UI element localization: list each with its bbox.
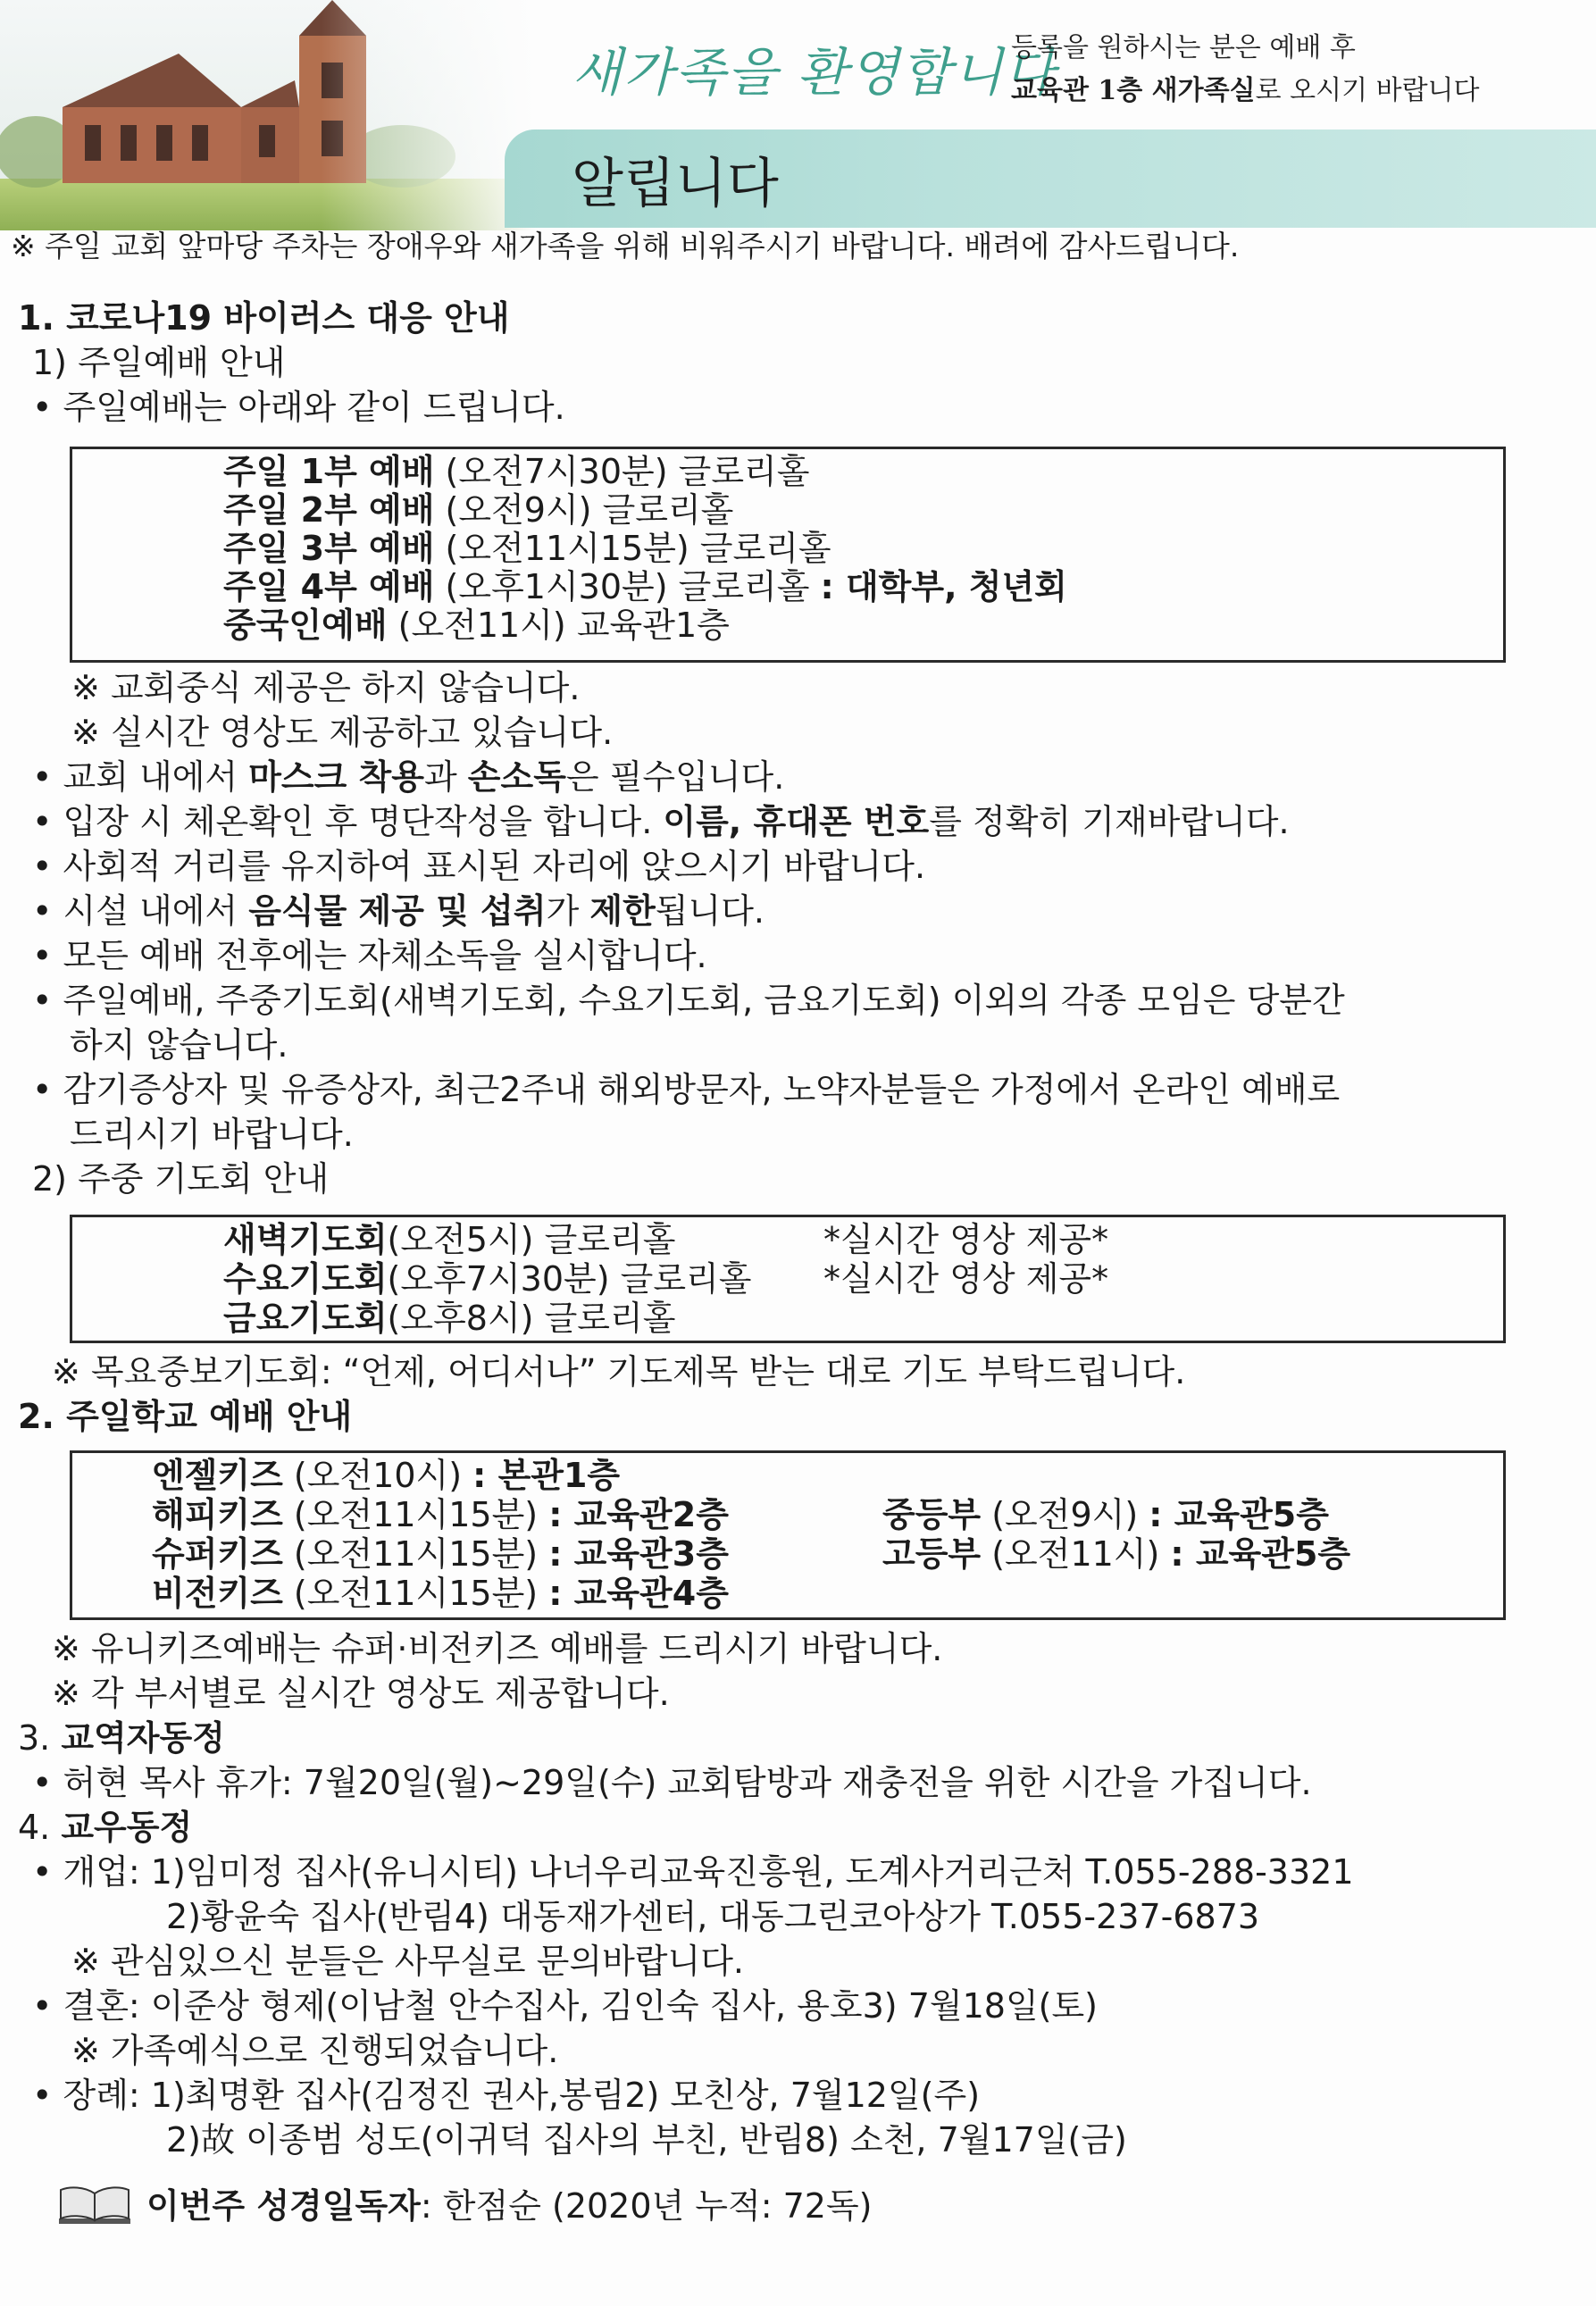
school-row <box>882 1493 1329 1536</box>
bullet-disinfect: • 모든 예배 전후에는 자체소독을 실시합니다. <box>32 936 707 975</box>
text: 를 정확히 기재바랍니다. <box>929 802 1290 841</box>
section-4-title <box>18 1806 192 1849</box>
prayer-name: 금요기도회 <box>223 1299 388 1338</box>
name-phone-emphasis: 이름, 휴대폰 번호 <box>663 802 930 841</box>
prayer-detail: (오후8시) 글로리홀 <box>387 1299 676 1338</box>
service-name: 주일 1부 예배 <box>223 452 435 491</box>
opening-2: 2)황윤숙 집사(반림4) 대동재가센터, 대동그린코아상가 T.055-237-6873 <box>166 1897 1260 1936</box>
dept-time: (오전11시15분) <box>282 1574 549 1613</box>
wedding: • 결혼: 이준상 형제(이남철 안수집사, 김인숙 집사, 용호3) 7월18일(토) <box>32 1986 1099 2026</box>
school-note: ※ 각 부서별로 실시간 영상도 제공합니다. <box>52 1674 670 1713</box>
prayer-row <box>223 1218 675 1261</box>
service-name: 중국인예배 <box>223 606 388 645</box>
church-illustration <box>0 0 536 230</box>
service-row <box>223 565 1067 608</box>
bullet-online-cont: 드리시기 바랍니다. <box>70 1115 354 1154</box>
restrict-emphasis: 제한 <box>589 891 656 931</box>
new-family-room: 교육관 1층 새가족실 <box>1011 75 1256 106</box>
service-detail: (오전11시) 교육관1층 <box>387 606 730 645</box>
bullet-mask <box>32 756 784 798</box>
section-2-title: 2. 주일학교 예배 안내 <box>18 1397 353 1436</box>
text: • 입장 시 체온확인 후 명단작성을 합니다. <box>32 802 664 841</box>
section-title-text: 교우동정 <box>61 1808 193 1847</box>
service-note: ※ 실시간 영상도 제공하고 있습니다. <box>71 713 614 752</box>
text: • 교회 내에서 <box>32 757 249 797</box>
text: 과 <box>423 757 468 797</box>
service-extra: : 대학부, 청년회 <box>820 567 1067 606</box>
school-note: ※ 유니키즈예배는 슈퍼·비전키즈 예배를 드리시기 바랍니다. <box>52 1629 943 1668</box>
dept-time: (오전10시) <box>282 1456 473 1495</box>
school-row <box>152 1572 729 1615</box>
prayer-detail: (오후7시30분) 글로리홀 <box>387 1259 752 1299</box>
text: 가 <box>546 891 590 931</box>
sanitize-emphasis: 손소독 <box>467 757 566 797</box>
service-name: 주일 2부 예배 <box>223 490 435 530</box>
prayer-detail: (오전5시) 글로리홀 <box>387 1220 676 1259</box>
funeral-1: • 장례: 1)최명환 집사(김정진 권사,봉림2) 모친상, 7월12일(주) <box>32 2076 981 2115</box>
service-row <box>223 604 730 647</box>
bullet-food <box>32 890 765 932</box>
dept-name: 비전키즈 <box>152 1574 283 1613</box>
open-book-icon <box>57 2183 132 2226</box>
text: 은 필수입니다. <box>565 757 785 797</box>
wedding-note: ※ 가족예식으로 진행되었습니다. <box>71 2031 559 2070</box>
bible-reader-value: : 한점순 (2020년 누적: 72독) <box>420 2186 873 2226</box>
dept-time: (오전11시15분) <box>282 1534 549 1574</box>
bible-reader-label: 이번주 성경일독자 <box>146 2185 421 2226</box>
dept-name: 고등부 <box>882 1534 982 1574</box>
page-title: 알립니다 <box>572 153 779 215</box>
service-detail: (오전9시) 글로리홀 <box>434 490 734 530</box>
dept-time: (오전9시) <box>981 1495 1149 1534</box>
service-detail: (오전7시30분) 글로리홀 <box>434 452 810 491</box>
dept-place: : 교육관5층 <box>1170 1534 1351 1574</box>
bible-reader <box>146 2185 873 2227</box>
pastor-vacation: • 허현 목사 휴가: 7월20일(월)~29일(수) 교회탐방과 재충전을 위한 시간을 가집니다. <box>32 1763 1312 1802</box>
prayer-name: 새벽기도회 <box>223 1220 388 1259</box>
dept-name: 해피키즈 <box>152 1495 283 1534</box>
section-1-sub2: 2) 주중 기도회 안내 <box>32 1159 330 1199</box>
dept-place: : 교육관5층 <box>1149 1495 1329 1534</box>
header <box>0 0 1596 230</box>
service-row <box>223 450 809 493</box>
section-1-intro: • 주일예배는 아래와 같이 드립니다. <box>32 388 565 427</box>
section-1-title: 1. 코로나19 바이러스 대응 안내 <box>18 298 510 338</box>
funeral-2: 2)故 이종범 성도(이귀덕 집사의 부친, 반림8) 소천, 7월17일(금) <box>166 2120 1127 2160</box>
service-note: ※ 교회중식 제공은 하지 않습니다. <box>71 668 581 707</box>
bullet-distancing: • 사회적 거리를 유지하여 표시된 자리에 앉으시기 바랍니다. <box>32 847 926 886</box>
section-number: 4. <box>18 1808 62 1847</box>
dept-place: : 교육관2층 <box>548 1495 729 1534</box>
mask-emphasis: 마스크 착용 <box>248 757 424 797</box>
parking-notice: ※ 주일 교회 앞마당 주차는 장애우와 새가족을 위해 비워주시기 바랍니다. 배려에 감사드립니다. <box>11 229 1240 263</box>
school-row <box>152 1454 620 1497</box>
bullet-online: • 감기증상자 및 유증상자, 최근2주내 해외방문자, 노약자분들은 가정에서 온라인 예배로 <box>32 1070 1341 1109</box>
service-row <box>223 489 733 531</box>
school-row <box>152 1493 729 1536</box>
dept-place: : 교육관3층 <box>548 1534 729 1574</box>
registration-note-line1: 등록을 원하시는 분은 예배 후 <box>1011 32 1356 63</box>
bullet-entry-check <box>32 800 1290 843</box>
opening-note: ※ 관심있으신 분들은 사무실로 문의바랍니다. <box>71 1942 744 1981</box>
welcome-script: 새가족을 환영합니다 <box>572 42 1057 103</box>
dept-place: : 교육관4층 <box>548 1574 729 1613</box>
service-name: 주일 4부 예배 <box>223 567 435 606</box>
dept-name: 중등부 <box>882 1495 982 1534</box>
prayer-row <box>223 1297 675 1340</box>
dept-time: (오전11시) <box>981 1534 1171 1574</box>
school-row <box>882 1533 1350 1575</box>
bullet-meetings-cont: 하지 않습니다. <box>70 1025 288 1065</box>
registration-note-line2-rest: 로 오시기 바랍니다 <box>1255 75 1480 106</box>
prayer-name: 수요기도회 <box>223 1259 388 1299</box>
prayer-row <box>223 1257 751 1300</box>
section-3-title <box>18 1717 225 1759</box>
service-detail: (오전11시15분) 글로리홀 <box>434 529 831 568</box>
dept-name: 슈퍼키즈 <box>152 1534 283 1574</box>
school-row <box>152 1533 729 1575</box>
registration-note-line2 <box>1011 70 1480 113</box>
food-emphasis: 음식물 제공 및 섭취 <box>248 891 547 931</box>
registration-note <box>1011 27 1480 113</box>
service-row <box>223 527 831 570</box>
prayer-extra: *실시간 영상 제공* <box>823 1259 1109 1299</box>
service-name: 주일 3부 예배 <box>223 529 435 568</box>
section-title-text: 교역자동정 <box>61 1718 225 1758</box>
bullet-meetings: • 주일예배, 주중기도회(새벽기도회, 수요기도회, 금요기도회) 이외의 각종 모임은 당분간 <box>32 981 1345 1020</box>
section-1-sub1: 1) 주일예배 안내 <box>32 343 286 382</box>
text: 됩니다. <box>655 891 765 931</box>
service-detail: (오후1시30분) 글로리홀 <box>434 567 821 606</box>
text: • 시설 내에서 <box>32 891 249 931</box>
dept-place: : 본관1층 <box>472 1456 621 1495</box>
opening-1: • 개업: 1)임미정 집사(유니시티) 나너우리교육진흥원, 도계사거리근처 T.055-288-3321 <box>32 1852 1354 1892</box>
dept-time: (오전11시15분) <box>282 1495 549 1534</box>
dept-name: 엔젤키즈 <box>152 1456 283 1495</box>
prayer-note: ※ 목요중보기도회: “언제, 어디서나” 기도제목 받는 대로 기도 부탁드립니다. <box>52 1352 1186 1391</box>
section-number: 3. <box>18 1718 62 1758</box>
prayer-extra: *실시간 영상 제공* <box>823 1220 1109 1259</box>
